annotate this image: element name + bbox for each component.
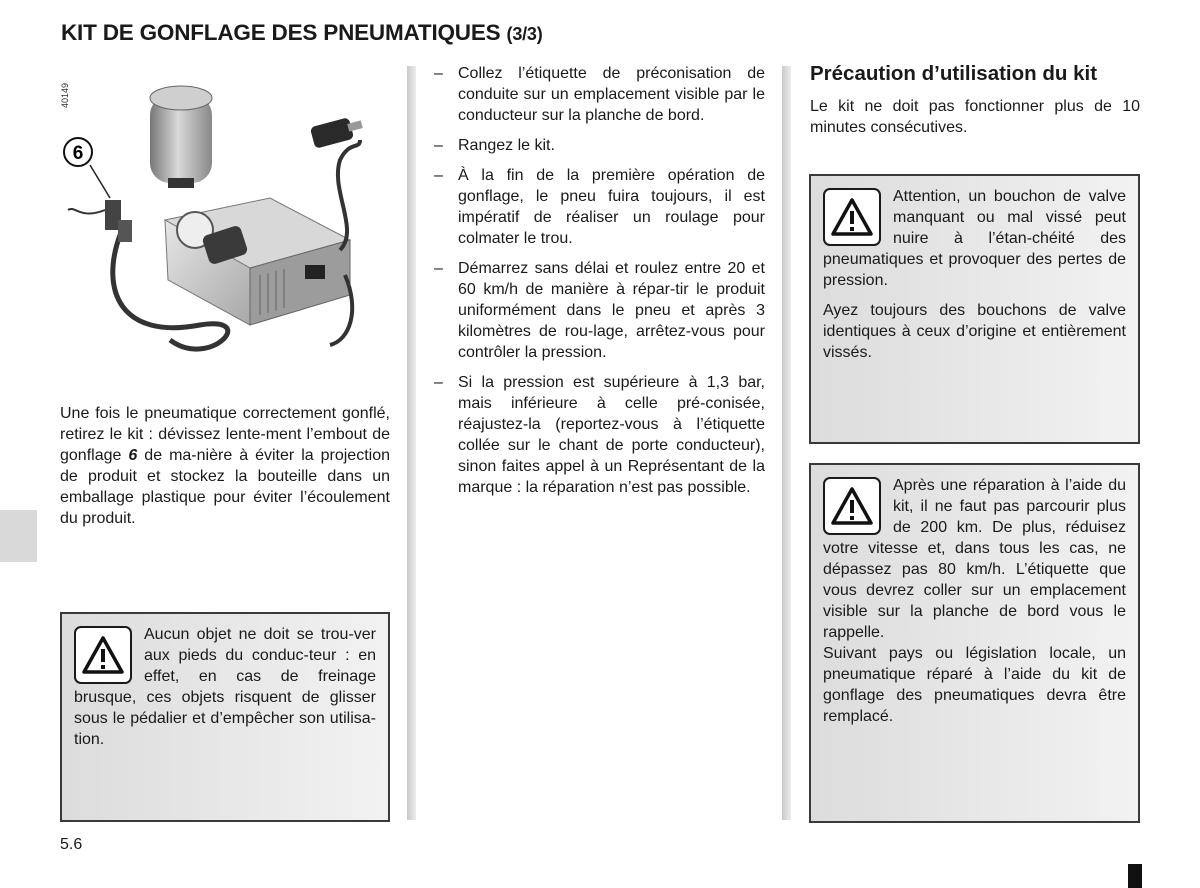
- page-title-part: (3/3): [506, 24, 543, 44]
- page-title: [61, 20, 543, 46]
- section-heading: Précaution d’utilisation du kit: [810, 62, 1098, 85]
- left-paragraph-text: Une fois le pneumatique correctement gonflé, retirez le kit : dévissez lente-ment l’embout de gonflage: [60, 405, 390, 464]
- instruction-item: – À la fin de la première opération de gonflage, le pneu fuira toujours, il est impératif de réaliser un roulage pour colmater le trou.: [434, 167, 765, 247]
- section-intro: Le kit ne doit pas fonctionner plus de 10 minutes consécutives.: [810, 98, 1140, 136]
- left-paragraph: [60, 403, 390, 529]
- warning-triangle-icon: [74, 626, 132, 684]
- warning-box-valve: [809, 174, 1140, 444]
- callout-number: 6: [72, 143, 84, 164]
- page-edge-marker: [1128, 864, 1142, 888]
- warning-valve-text-1: Attention, un bouchon de valve manquant ou mal vissé peut nuire à l’étan-chéité des pneumatiques et provoquer des pertes de pression.: [823, 188, 1126, 289]
- column-divider-left: [407, 66, 416, 820]
- chapter-tab: [0, 510, 37, 562]
- sealant-bottle: [150, 86, 212, 188]
- instruction-list: [434, 63, 765, 507]
- instruction-item: – Rangez le kit.: [434, 137, 555, 154]
- inflation-kit-illustration: [60, 70, 390, 370]
- warning-text-left: Aucun objet ne doit se trou-ver aux pieds du conduc-teur : en effet, en cas de freinage brusque, ces objets risquent de glisser sous le pédalier et d’empêcher son utilisa-tion.: [74, 626, 376, 748]
- instruction-item: – Démarrez sans délai et roulez entre 20 et 60 km/h de manière à répar-tir le produit uniformément dans le pneu et après 3 kilomètres de rou-lage, arrêtez-vous pour contrôler la pression.: [434, 260, 765, 361]
- warning-triangle-icon: [823, 477, 881, 535]
- left-paragraph-ref: 6: [128, 447, 138, 464]
- warning-box-repair: [809, 463, 1140, 823]
- compressor-box: [165, 198, 350, 325]
- warning-triangle-icon: [823, 188, 881, 246]
- instruction-item: – Si la pression est supérieure à 1,3 bar, mais inférieure à celle pré-conisée, réajustez-la (reportez-vous à l’étiquette collée sur le chant de porte conducteur), sinon faites appel à un Représentant de la marque : la réparation n’est pas possible.: [434, 374, 765, 496]
- warning-repair-text-1: Après une réparation à l’aide du kit, il ne faut pas parcourir plus de 200 km. De plus, réduisez votre vitesse et, dans tous les cas, ne dépassez pas 80 km/h. L’étiquette que vous devrez coller sur un emplacement visible sur la planche de bord vous le rappelle.: [823, 477, 1126, 641]
- page-number: 5.6: [60, 836, 83, 853]
- warning-repair-text-2: Suivant pays ou législation locale, un pneumatique réparé à l’aide du kit de gonflage des pneumatiques devra être remplacé.: [823, 645, 1126, 725]
- instruction-item: – Collez l’étiquette de préconisation de conduite sur un emplacement visible par le conducteur sur la planche de bord.: [434, 65, 765, 124]
- page-title-text: KIT DE GONFLAGE DES PNEUMATIQUES: [61, 20, 501, 45]
- callout-marker: [64, 138, 92, 166]
- warning-valve-text-2: Ayez toujours des bouchons de valve identiques à ceux d’origine et entièrement vissés.: [823, 302, 1126, 361]
- valve-connector: [68, 165, 132, 242]
- power-cable: [338, 140, 360, 250]
- column-divider-right: [782, 66, 791, 820]
- left-paragraph-text-end: de ma-nière à éviter la projection de produit et stockez la bouteille dans un emballage plastique pour éviter l’écoulement du produit.: [60, 447, 391, 527]
- figure-code: 40149: [60, 82, 70, 108]
- warning-box-left: [60, 612, 390, 822]
